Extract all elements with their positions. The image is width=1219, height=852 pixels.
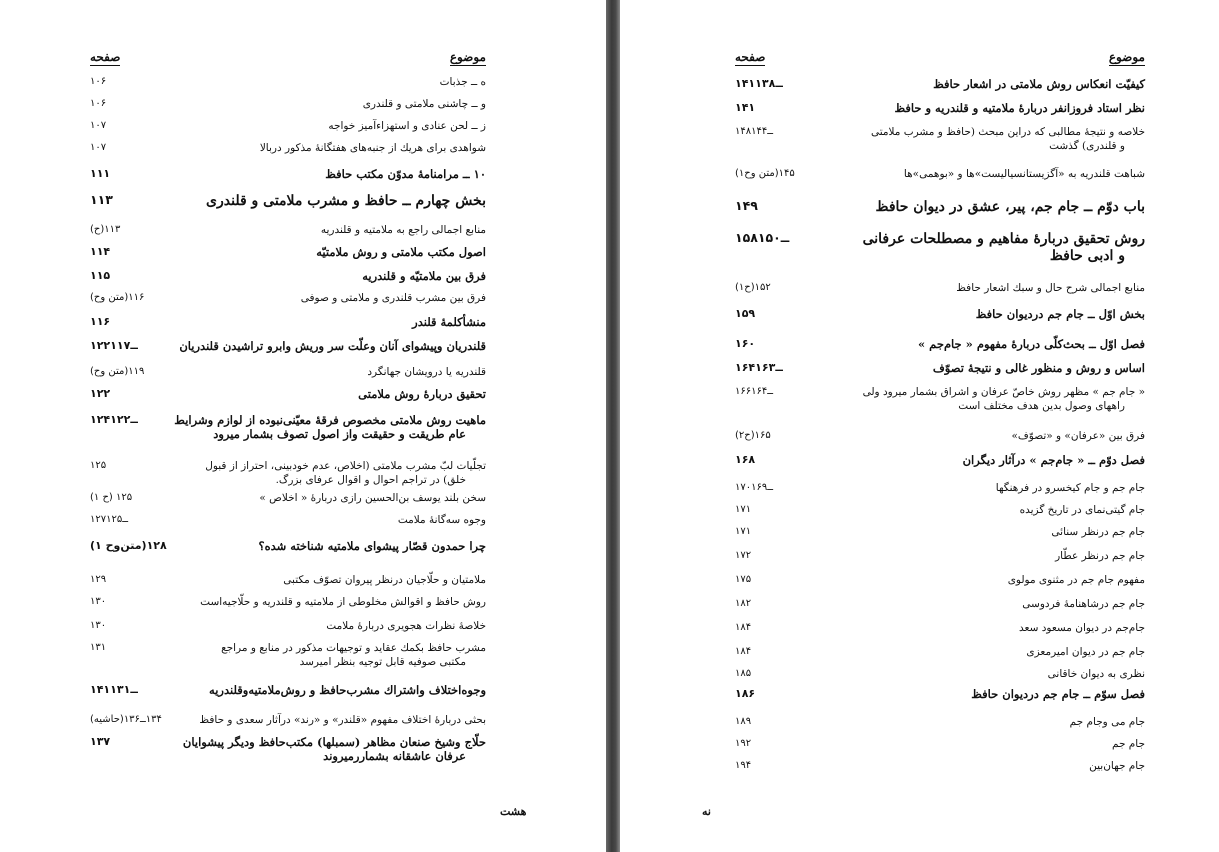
toc-entry-page-number: ۱۷۱ — [735, 526, 752, 537]
right-page — [620, 0, 1219, 852]
toc-entry-page-number: (ح۲)۱۶۵ — [735, 430, 771, 441]
toc-entry — [735, 101, 1145, 123]
toc-entry-page-number: (متن وح)۱۱۹ — [90, 366, 145, 377]
toc-entry-title-text: منشأکلمهٔ قلندر — [412, 315, 486, 329]
toc-entry-title — [398, 513, 486, 527]
toc-entry-page-number: ۱۸۵ — [735, 668, 752, 679]
toc-entry-page-number: ۱۰۶ — [90, 76, 107, 87]
toc-entry — [735, 597, 1145, 619]
toc-entry-title-continuation: و ادبی حافظ — [1049, 248, 1125, 264]
toc-entry-page-number: (ح۱)۱۵۲ — [735, 282, 771, 293]
toc-entry-title-text: بخش چهارم ــ حافظ و مشرب ملامتی و قلندری — [206, 193, 486, 209]
toc-entry — [735, 715, 1145, 737]
toc-entry-title — [996, 481, 1145, 495]
toc-entry-title — [904, 167, 1145, 181]
toc-entry-title — [412, 315, 486, 329]
toc-entry — [90, 513, 486, 535]
toc-entry-title-text: فرق بین ملامتیّه و قلندریه — [362, 269, 486, 283]
toc-entry-title-continuation: عرفان عاشقانه بشماررمیروند — [323, 749, 466, 763]
toc-entry-title — [326, 619, 486, 633]
toc-entry — [90, 459, 486, 486]
toc-entry — [735, 453, 1145, 475]
toc-entry — [735, 337, 1145, 359]
toc-entry-title — [863, 231, 1145, 265]
toc-entry — [90, 413, 486, 441]
toc-entry-page-number: ۱۸۴ — [735, 622, 752, 633]
toc-entry-title-text: خلاصهٔ نظرات هجویری دربارهٔ ملامت — [326, 620, 486, 632]
toc-entry-title-text: فصل سوّم ــ جام جم دردیوان حافظ — [971, 687, 1145, 701]
toc-entry — [90, 193, 486, 215]
toc-entry-page-number: ۱۳۱ — [90, 642, 107, 653]
toc-entry-page-number: ۱۵۸ــ۱۵۰ — [735, 230, 790, 245]
toc-entry-title-continuation: عام طریقت و حقیقت واز اصول تصوف بشمار میرود — [213, 427, 466, 441]
toc-entry-page-number: ۱۰۶ — [90, 98, 107, 109]
toc-entry — [90, 269, 486, 291]
toc-entry — [735, 361, 1145, 383]
toc-entry-title — [358, 387, 486, 401]
toc-entry — [735, 737, 1145, 759]
toc-entry-page-number: ۱۲۲ــ۱۱۷ — [90, 339, 138, 352]
toc-entry — [735, 687, 1145, 709]
toc-entry-title — [209, 683, 486, 697]
right-folio: نه — [702, 805, 711, 818]
toc-entry-page-number: ۱۸۶ — [735, 687, 756, 700]
toc-entry-title — [206, 193, 486, 210]
toc-entry-page-number: ۱۵۹ — [735, 307, 756, 320]
toc-entry — [735, 385, 1145, 412]
toc-entry-title — [174, 413, 486, 441]
toc-entry-title-text: خلاصه و نتیجهٔ مطالبی که دراین مبحث (حافظ و مشرب ملامتی — [870, 126, 1145, 138]
toc-entry — [90, 491, 486, 513]
toc-entry-title — [328, 119, 486, 133]
toc-entry-title — [1055, 549, 1145, 563]
toc-entry-page-number: ۱۳۰ — [90, 620, 107, 631]
toc-entry — [90, 141, 486, 163]
toc-entry-title-text: باب دوّم ــ جام جم، پیر، عشق در دیوان حافظ — [875, 199, 1145, 215]
toc-entry-page-number: ۱۷۲ — [735, 550, 752, 561]
toc-entry — [90, 641, 486, 668]
toc-entry-title-text: فرق بین «عرفان» و «تصوّف» — [1011, 430, 1145, 442]
toc-entry-title — [863, 385, 1145, 413]
toc-entry-page-number: ۱۶۰ — [735, 337, 756, 350]
toc-entry — [90, 167, 486, 189]
toc-entry-title-continuation: راههای وصول بدین هدف مختلف است — [958, 400, 1125, 412]
toc-entry — [735, 621, 1145, 643]
toc-entry-page-number: ۱۶۶ــ۱۶۴ — [735, 386, 774, 397]
toc-entry-title-text: ۱۰ ــ مرامنامهٔ مدوّن مکتب حافظ — [325, 167, 486, 181]
toc-entry-page-number: ۱۲۷ــ۱۲۵ — [90, 514, 129, 525]
toc-entry — [90, 539, 486, 561]
toc-entry — [90, 595, 486, 617]
toc-entry-title — [367, 365, 486, 379]
toc-entry-title-continuation: مکتبی صوفیه قابل توجیه بنظر امیرسد — [299, 656, 466, 668]
toc-entry — [90, 573, 486, 595]
toc-entry-title — [1089, 759, 1145, 773]
toc-entry — [735, 167, 1145, 189]
toc-entry — [90, 75, 486, 97]
toc-entry-title-text: قلندریان وپیشوای آنان وعلّت سر وریش وابرو تراشیدن قلندریان — [179, 339, 486, 353]
toc-entry-title-text: وجوه سه‌گانهٔ ملامت — [397, 514, 486, 526]
toc-entry-title-text: جام جم درنظر عطّار — [1055, 550, 1145, 562]
toc-entry-title — [325, 167, 486, 181]
toc-entry-title — [200, 595, 486, 609]
toc-entry-title — [1112, 737, 1145, 751]
toc-entry — [735, 759, 1145, 781]
toc-entry-title-text: چرا حمدون قصّار پیشوای ملامتیه شناخته شده؟ — [258, 539, 486, 553]
toc-entry-title-text: شواهدی برای هریك از جنبه‌های هفتگانهٔ مذکور دربالا — [259, 142, 486, 154]
left-folio: هشت — [500, 805, 527, 818]
toc-entry-title — [976, 307, 1145, 321]
toc-entry-title-text: روش حافظ و اقوالش مخلوطی از ملامتیه و قلندریه و حلّاجیه‌است — [200, 596, 486, 608]
toc-entry-title — [199, 713, 486, 727]
toc-entry-title — [260, 141, 486, 155]
right-topic-header: موضوع — [1108, 50, 1145, 64]
toc-entry-title-text: ملامتیان و حلّاجیان درنظر پیروان تصوّف مکتبی — [283, 574, 486, 586]
toc-entry-page-number: ۱۲۲ — [90, 387, 111, 400]
toc-entry-title — [1012, 429, 1146, 443]
toc-entry-page-number: ۱۷۱ — [735, 504, 752, 515]
toc-entry-title-text: جام جم درشاهنامهٔ فردوسی — [1022, 598, 1145, 610]
toc-entry — [90, 97, 486, 119]
toc-entry — [90, 713, 486, 735]
toc-entry — [90, 315, 486, 337]
toc-entry-page-number: ۱۹۲ — [735, 738, 752, 749]
toc-entry-title-text: اصول مکتب ملامتی و روش ملامتیّه — [316, 245, 486, 259]
toc-entry — [735, 125, 1145, 152]
toc-entry-title — [179, 339, 486, 353]
toc-entry-page-number: ۱۸۹ — [735, 716, 752, 727]
toc-entry-title-text: نظر استاد فروزانفر دربارهٔ ملامتیه و قلندریه و حافظ — [894, 101, 1145, 115]
toc-entry — [735, 525, 1145, 547]
toc-entry-title — [1051, 525, 1145, 539]
toc-entry-page-number: ۱۴۱ــ۱۳۱ — [90, 683, 138, 696]
toc-entry-page-number: (حاشیه)۱۳۴ــ۱۳۶ — [90, 714, 162, 725]
right-page-header: صفحه — [735, 50, 766, 64]
toc-entry-page-number: ۱۲۵ — [90, 460, 107, 471]
toc-entry — [735, 667, 1145, 689]
toc-entry — [90, 339, 486, 361]
toc-entry-title-text: جام می وجام جم — [1069, 716, 1145, 728]
toc-entry — [735, 645, 1145, 667]
toc-entry — [90, 245, 486, 267]
left-topic-header: موضوع — [449, 50, 486, 64]
left-column-header — [90, 50, 486, 68]
toc-entry — [90, 223, 486, 245]
toc-entry-title — [933, 361, 1145, 375]
toc-entry-title — [283, 573, 486, 587]
toc-entry — [735, 549, 1145, 571]
toc-entry-title-text: نظری به دیوان خاقانی — [1047, 668, 1145, 680]
toc-entry-title — [876, 199, 1145, 216]
toc-entry-title-text: و ــ چاشنی ملامتی و قلندری — [362, 98, 486, 110]
toc-entry-page-number: ۱۲۴ــ۱۲۲ — [90, 413, 138, 426]
toc-entry-title-text: تحقیق دربارهٔ روش ملامتی — [358, 387, 486, 401]
toc-entry-title-text: بحثی دربارهٔ اختلاف مفهوم «قلندر» و «رند» درآثار سعدی و حافظ — [199, 714, 486, 726]
toc-entry-page-number: ۱۱۶ — [90, 315, 111, 328]
toc-entry — [90, 387, 486, 409]
toc-entry-page-number: ۱۱۴ — [90, 245, 111, 258]
toc-entry-page-number: (متن وح۱)۱۴۵ — [735, 168, 795, 179]
toc-entry-page-number: ۱۶۴ــ۱۶۳ — [735, 361, 783, 374]
toc-entry — [735, 230, 1145, 264]
toc-entry-title-text: فرق بین مشرب قلندری و ملامتی و صوفی — [300, 292, 486, 304]
toc-entry-page-number: (متن وح)۱۱۶ — [90, 292, 145, 303]
toc-entry-page-number: ۱۹۴ — [735, 760, 752, 771]
toc-entry-title-text: جام جم درنظر سنائی — [1051, 526, 1145, 538]
toc-entry-title — [1019, 621, 1145, 635]
toc-entry-page-number: ۱۷۵ — [735, 574, 752, 585]
toc-entry-title-text: مفهوم جام جم در مثنوی مولوی — [1007, 574, 1145, 586]
toc-entry-title-text: جام جم و جام کیخسرو در فرهنگها — [995, 482, 1145, 494]
toc-entry-title — [933, 77, 1145, 91]
toc-entry-title — [362, 269, 486, 283]
toc-entry-title-text: فصل دوّم ــ « جام‌جم » درآثار دیگران — [962, 453, 1145, 467]
toc-entry-title — [316, 245, 486, 259]
toc-entry-page-number: ۱۶۸ — [735, 453, 756, 466]
toc-entry — [90, 619, 486, 641]
right-column-header — [735, 50, 1145, 68]
toc-entry-title-text: جام جم در دیوان امیرمعزی — [1026, 646, 1145, 658]
toc-entry-page-number: (متن‌وح ۱)۱۲۸ — [90, 539, 167, 552]
toc-entry-title — [259, 491, 486, 505]
toc-entry-page-number: ۱۴۱ — [735, 101, 756, 114]
toc-entry-title-text: ه ــ جذبات — [439, 76, 486, 88]
toc-entry-title-text: ز ــ لحن عنادی و استهزاءآمیز خواجه — [328, 120, 486, 132]
toc-entry-page-number: ۱۱۳ — [90, 192, 113, 207]
toc-entry-title — [971, 687, 1145, 701]
toc-entry-title — [363, 97, 486, 111]
toc-entry-title — [963, 453, 1145, 467]
toc-entry-page-number: ۱۷۰ــ۱۶۹ — [735, 482, 774, 493]
toc-entry-title-text: قلندریه یا درویشان جهانگرد — [367, 366, 486, 378]
toc-entry-page-number: ۱۸۴ — [735, 646, 752, 657]
toc-entry-title-text: تجلّیات لبّ مشرب ملامتی (اخلاص، عدم خودبینی، احتراز از قبول — [205, 460, 486, 472]
toc-entry-page-number: ۱۴۸ــ۱۴۴ — [735, 126, 774, 137]
toc-entry-page-number: ۱۴۱ــ۱۳۸ — [735, 77, 783, 90]
toc-entry — [735, 77, 1145, 99]
toc-entry-page-number: ۱۰۷ — [90, 120, 107, 131]
toc-entry — [735, 199, 1145, 221]
toc-entry-title — [918, 337, 1145, 351]
toc-entry-title-text: جام گیتی‌نمای در تاریخ گزیده — [1019, 504, 1145, 516]
toc-entry-title-text: کیفیّت انعکاس روش ملامتی در اشعار حافظ — [933, 77, 1145, 91]
toc-entry-title — [1008, 573, 1145, 587]
toc-entry-title-text: وجوه‌اختلاف واشتراك مشرب‌حافظ و روش‌ملامتیه‌وقلندریه — [209, 683, 486, 697]
toc-entry — [735, 307, 1145, 329]
toc-entry — [735, 429, 1145, 451]
toc-entry-title-text: بخش اوّل ــ جام جم دردیوان حافظ — [975, 307, 1145, 321]
toc-entry-title — [1026, 645, 1145, 659]
toc-entry-title — [301, 291, 486, 305]
toc-entry-title-text: منابع اجمالی شرح حال و سبك اشعار حافظ — [956, 282, 1145, 294]
toc-entry-page-number: (ح)۱۱۳ — [90, 224, 121, 235]
toc-entry-title — [956, 281, 1145, 295]
toc-entry-page-number: ۱۳۷ — [90, 735, 111, 748]
toc-entry-title — [205, 459, 486, 487]
toc-entry-title — [894, 101, 1145, 115]
left-page — [0, 0, 606, 852]
toc-entry-title — [871, 125, 1145, 153]
toc-entry-page-number: (ح ۱) ۱۲۵ — [90, 492, 133, 503]
toc-entry-title — [183, 735, 486, 763]
toc-entry-title-text: فصل اوّل ــ بحث‌کلّی دربارهٔ مفهوم « جام‌جم » — [917, 337, 1145, 351]
toc-entry-title — [1070, 715, 1145, 729]
toc-entry — [735, 573, 1145, 595]
toc-entry-page-number: ۱۱۱ — [90, 167, 111, 180]
toc-entry-title-text: شباهت قلندریه به «آگزیستانسیالیست»ها و «بوهمی»ها — [903, 168, 1145, 180]
toc-entry-title-text: ماهیت روش ملامتی مخصوص فرقهٔ معیّنی‌نبوده از لوازم وشرایط — [174, 413, 486, 427]
toc-entry-title-text: روش تحقیق دربارهٔ مفاهیم و مصطلحات عرفانی — [862, 231, 1145, 247]
toc-entry-title-text: منابع اجمالی راجع به ملامتیه و قلندریه — [320, 224, 486, 236]
left-page-header: صفحه — [90, 50, 121, 64]
toc-entry-title — [1048, 667, 1145, 681]
toc-entry-title — [1020, 503, 1145, 517]
toc-entry-title-text: سخن بلند یوسف بن‌الحسین رازی دربارهٔ « اخلاص » — [259, 492, 486, 504]
toc-entry-page-number: ۱۴۹ — [735, 198, 758, 213]
toc-entry-title-continuation: و قلندری) گذشت — [1049, 140, 1125, 152]
book-spine — [606, 0, 620, 852]
toc-entry-title — [321, 223, 486, 237]
toc-entry-title — [258, 539, 486, 553]
toc-entry — [90, 735, 486, 763]
toc-entry — [735, 503, 1145, 525]
toc-entry-title-text: جام‌جم در دیوان مسعود سعد — [1019, 622, 1145, 634]
toc-entry — [90, 683, 486, 705]
toc-entry — [735, 481, 1145, 503]
toc-entry-title-text: « جام جم » مظهر روش خاصّ عرفان و اشراق بشمار میرود ولی — [862, 386, 1145, 398]
toc-entry-title-text: اساس و روش و منظور غالی و نتیجهٔ تصوّف — [932, 361, 1145, 375]
toc-entry-page-number: ۱۸۲ — [735, 598, 752, 609]
toc-entry — [90, 291, 486, 313]
toc-entry-title-text: حلّاج وشیخ صنعان مظاهر (سمبلها) مکتب‌حافظ ودیگر پیشوایان — [182, 735, 486, 749]
toc-entry-page-number: ۱۱۵ — [90, 269, 111, 282]
toc-entry — [90, 365, 486, 387]
toc-entry-title — [1022, 597, 1145, 611]
toc-entry-title-text: مشرب حافظ بکمك عقاید و توجیهات مذکور در منابع و مراجع — [221, 642, 486, 654]
toc-entry-title-text: جام جهان‌بین — [1089, 760, 1145, 772]
toc-entry — [735, 281, 1145, 303]
toc-entry-title-continuation: خلق) در تراجم احوال و اقوال عرفای بزرگ. — [275, 474, 466, 486]
toc-entry-title-text: جام جم — [1111, 738, 1145, 750]
toc-entry-title — [440, 75, 486, 89]
toc-entry-page-number: ۱۳۰ — [90, 596, 107, 607]
toc-entry-title — [221, 641, 486, 669]
toc-entry — [90, 119, 486, 141]
toc-entry-page-number: ۱۲۹ — [90, 574, 107, 585]
toc-entry-page-number: ۱۰۷ — [90, 142, 107, 153]
